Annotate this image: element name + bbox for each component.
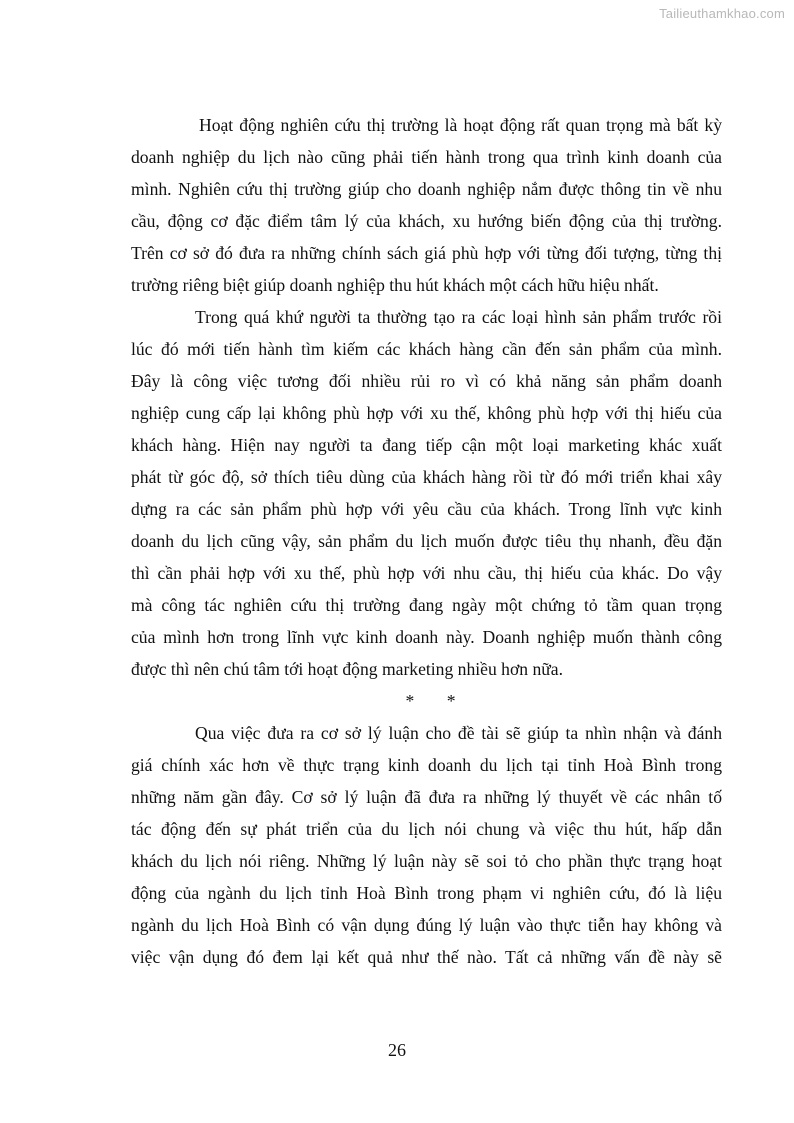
paragraph-line: trường riêng biệt giúp doanh nghiệp thu hút khách một cách hữu hiệu nhất.: [131, 275, 659, 295]
section-separator: * *: [405, 691, 456, 711]
watermark: Tailieuthamkhao.com: [659, 6, 785, 21]
paragraph-line: ngành du lịch Hoà Bình có vận dụng đúng lý luận vào thực tiễn hay không và: [131, 915, 722, 935]
paragraph-line: việc vận dụng đó đem lại kết quả như thế nào. Tất cả những vấn đề này sẽ: [131, 947, 722, 967]
paragraph-line: Trên cơ sở đó đưa ra những chính sách giá phù hợp với từng đối tượng, từng thị: [131, 243, 722, 263]
paragraph-line: động của ngành du lịch tỉnh Hoà Bình trong phạm vi nghiên cứu, đó là liệu: [131, 883, 722, 903]
paragraph-line: mà công tác nghiên cứu thị trường đang ngày một chứng tỏ tầm quan trọng: [131, 595, 722, 615]
paragraph-line: doanh nghiệp du lịch nào cũng phải tiến hành trong qua trình kinh doanh của: [131, 147, 722, 167]
paragraph-line: khách hàng. Hiện nay người ta đang tiếp cận một loại marketing khác xuất: [131, 435, 722, 455]
paragraph-line: của mình hơn trong lĩnh vực kinh doanh này. Doanh nghiệp muốn thành công: [131, 627, 722, 647]
paragraph-line: cầu, động cơ đặc điểm tâm lý của khách, xu hướng biến động của thị trường.: [131, 211, 722, 231]
page-number: 26: [388, 1040, 406, 1060]
paragraph-1: [131, 109, 722, 301]
paragraph-line: Trong quá khứ người ta thường tạo ra các loại hình sản phẩm trước rồi: [195, 307, 722, 327]
paragraph-line: lúc đó mới tiến hành tìm kiếm các khách hàng cần đến sản phẩm của mình.: [131, 339, 722, 359]
paragraph-line: những năm gần đây. Cơ sở lý luận đã đưa ra những lý thuyết về các nhân tố: [131, 787, 722, 807]
paragraph-line: Qua việc đưa ra cơ sở lý luận cho đề tài sẽ giúp ta nhìn nhận và đánh: [195, 723, 722, 743]
paragraph-3: [131, 717, 722, 973]
paragraph-line: phát từ góc độ, sở thích tiêu dùng của khách hàng rồi từ đó mới triển khai xây: [131, 467, 722, 487]
paragraph-line: nghiệp cung cấp lại không phù hợp với xu thế, không phù hợp với thị hiếu của: [131, 403, 722, 423]
paragraph-line: được thì nên chú tâm tới hoạt động marketing nhiều hơn nữa.: [131, 659, 564, 679]
paragraph-line: Đây là công việc tương đối nhiều rủi ro vì có khả năng sản phẩm doanh: [131, 371, 722, 391]
paragraph-line: thì cần phải hợp với xu thế, phù hợp với nhu cầu, thị hiếu của khác. Do vậy: [131, 563, 722, 583]
paragraph-2: [131, 301, 722, 685]
paragraph-line: dựng ra các sản phẩm phù hợp với yêu cầu của khách. Trong lĩnh vực kinh: [131, 499, 722, 519]
document-body: [131, 109, 722, 973]
paragraph-line: tác động đến sự phát triển của du lịch nói chung và việc thu hút, hấp dẫn: [131, 819, 722, 839]
paragraph-line: giá chính xác hơn về thực trạng kinh doanh du lịch tại tỉnh Hoà Bình trong: [131, 755, 722, 775]
paragraph-line: Hoạt động nghiên cứu thị trường là hoạt động rất quan trọng mà bất kỳ: [199, 115, 722, 135]
paragraph-line: doanh du lịch cũng vậy, sản phẩm du lịch muốn được tiêu thụ nhanh, đều đặn: [131, 531, 722, 551]
paragraph-line: khách du lịch nói riêng. Những lý luận này sẽ soi tỏ cho phần thực trạng hoạt: [131, 851, 722, 871]
paragraph-line: mình. Nghiên cứu thị trường giúp cho doanh nghiệp nắm được thông tin về nhu: [131, 179, 722, 199]
